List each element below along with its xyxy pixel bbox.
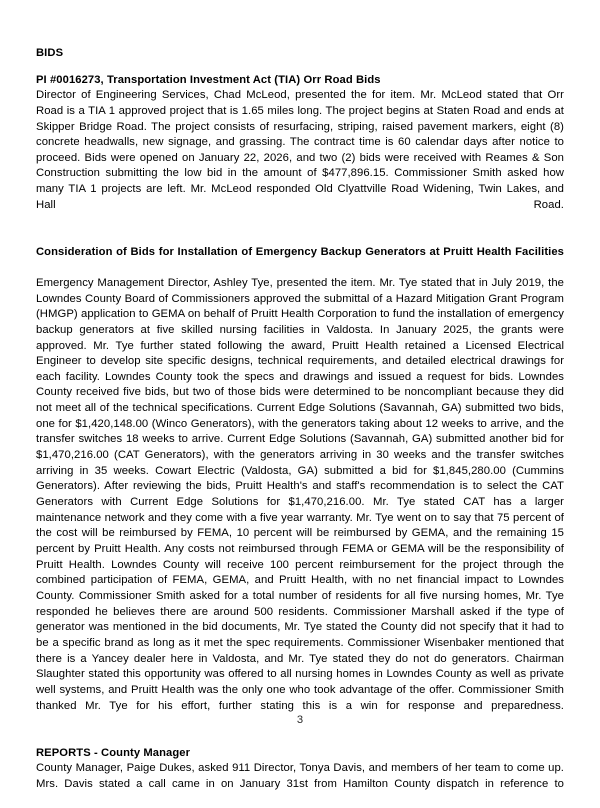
item-heading-0: PI #0016273, Transportation Investment Act (TIA) Orr Road Bids bbox=[36, 73, 381, 86]
section-heading-bids: BIDS bbox=[36, 47, 64, 59]
paragraph-spacer bbox=[36, 730, 564, 746]
item-body-2: County Manager, Paige Dukes, asked 911 Director, Tonya Davis, and members of her team to come up. Mrs. Davis stated a call came in on January 31st from Hamilton County dispatch in reference to bbox=[36, 762, 564, 790]
paragraph-spacer bbox=[36, 229, 564, 245]
document-body bbox=[36, 46, 564, 808]
page-number: 3 bbox=[296, 714, 304, 726]
item-body-0: Director of Engineering Services, Chad McLeod, presented the for item. Mr. McLeod stated that Orr Road is a TIA 1 approved project that is 1.65 miles long. The project begins at Staten Road and ends at Skipper Bridge Road. The project consists of resurfacing, striping, raised pavement markers, eight (8) concrete headwalls, new signage, and grassing. The contract time is 60 calendar days after notice to proceed. Bids were opened on January 22, 2026, and two (2) bids were received with Reames & Son Construction submitting the low bid in the amount of $477,896.15. Commissioner Smith asked how many TIA 1 projects are left. Mr. McLeod responded Old Clyattville Road Widening, Twin Lakes, and Hall Road. bbox=[36, 89, 564, 211]
item-heading-2: REPORTS - County Manager bbox=[36, 746, 191, 759]
item-heading-1: Consideration of Bids for Installation of Emergency Backup Generators at Pruitt Health Facilities bbox=[36, 245, 564, 258]
item-body-1: Emergency Management Director, Ashley Tye, presented the item. Mr. Tye stated that in July 2019, the Lowndes County Board of Commissioners approved the submittal of a Hazard Mitigation Grant Program (HMGP) application to GEMA on behalf of Pruitt Health Corporation to fund the installation of emergency backup generators at five skilled nursing facilities in Valdosta. In January 2025, the grants were approved. Mr. Tye further stated following the award, Pruitt Health retained a Licensed Electrical Engineer to develop site specific designs, technical requirements, and detailed electrical drawings for each facility. Lowndes County took the specs and drawings and issued a request for bids. Lowndes County received five bids, but two of those bids were determined to be noncompliant because they did not meet all of the technical specifications. Current Edge Solutions (Savannah, GA) submitted two bids, one for $1,420,148.00 (Winco Generators), with the generators taking about 12 weeks to arrive, and the transfer switches 18 weeks to arrive. Current Edge Solutions (Savannah, GA) submitted another bid for $1,470,216.00 (CAT Generators), with the generators arriving in 30 weeks and the transfer switches arriving in 35 weeks. Cowart Electric (Valdosta, GA) submitted a bid for $1,845,280.00 (Cummins Generators). After reviewing the bids, Pruitt Health's and staff's recommendation is to select the CAT Generators with Current Edge Solutions for $1,470,216.00. Mr. Tye stated CAT has a larger maintenance network and they come with a five year warranty. Mr. Tye went on to say that 75 percent of the cost will be reimbursed by FEMA, 10 percent will be reimbursed by GEMA, and the remaining 15 percent by Pruitt Health. Any costs not reimbursed through FEMA or GEMA will be the responsibility of Pruitt Health. Lowndes County will receive 100 percent reimbursement for the project through the combined participation of FEMA, GEMA, and Pruitt Health, with no net financial impact to Lowndes County. Commissioner Smith asked for a total number of residents for all five nursing homes, Mr. Tye responded he believes there are around 500 residents. Commissioner Marshall asked if the type of generator was mentioned in the bid documents, Mr. Tye stated the County did not specify that it had to be a specific brand as long as it met the spec requirements. Commissioner Wisenbaker mentioned that there is a Yancey dealer here in Valdosta, and Mr. Tye stated they do not do generators. Chairman Slaughter stated this opportunity was offered to all nursing homes in Lowndes County as well as private well systems, and Pruitt Health was the only one who took advantage of the offer. Commissioner Smith thanked Mr. Tye for his effort, further stating this is a win for response and preparedness. bbox=[36, 276, 564, 712]
